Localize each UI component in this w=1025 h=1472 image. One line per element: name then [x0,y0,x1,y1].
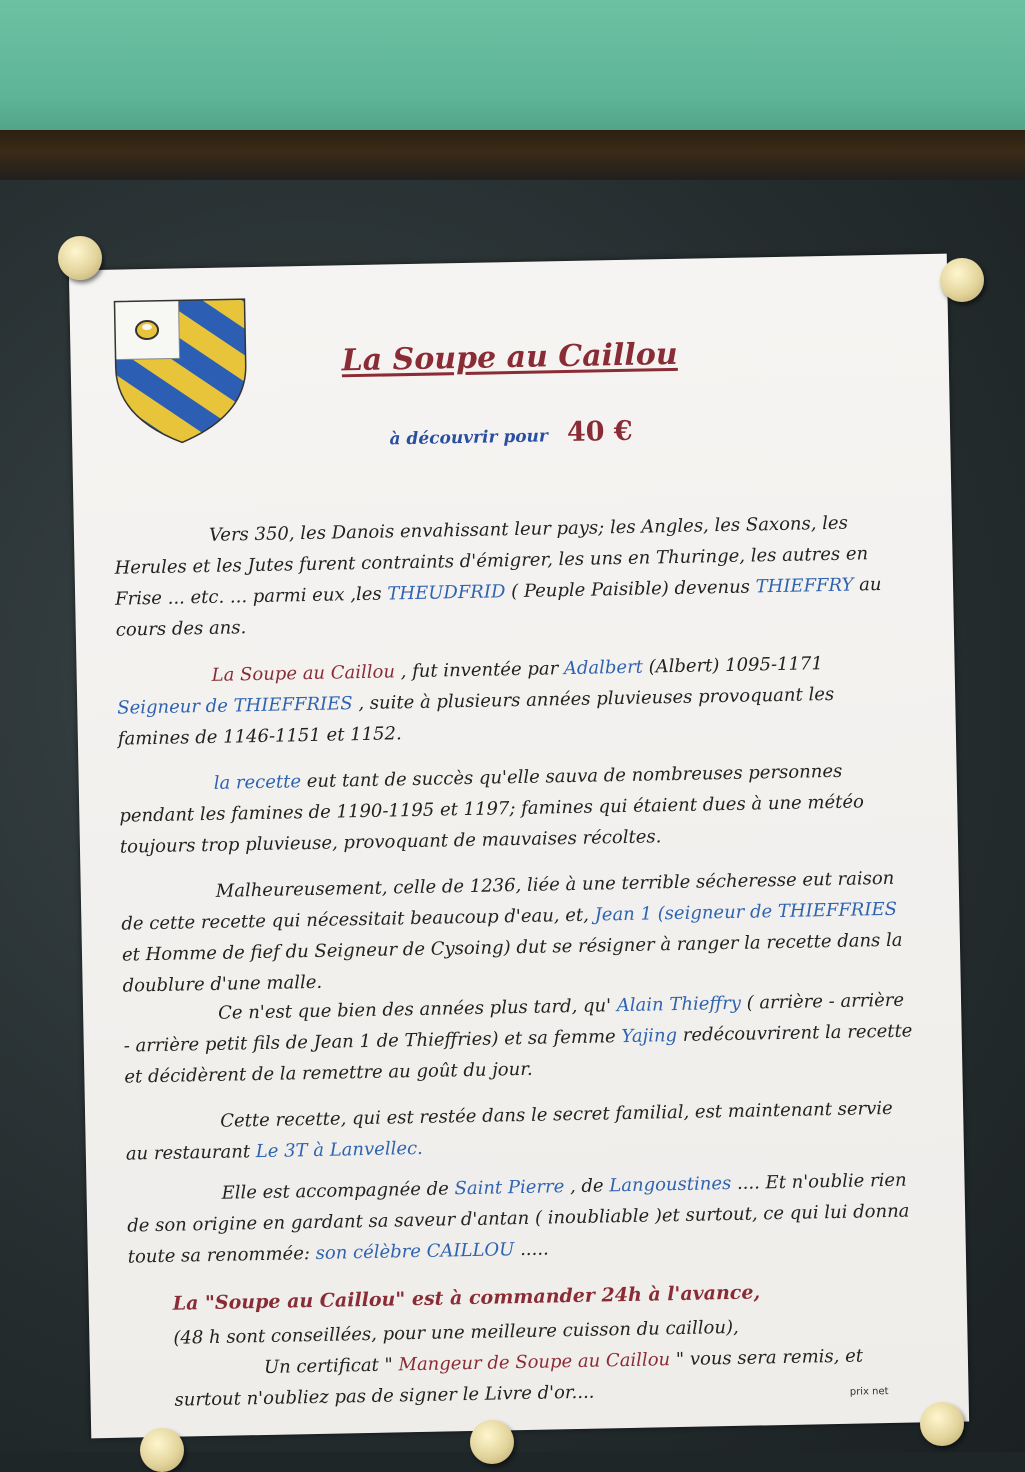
restaurant-name: Le 3T à Lanvellec. [255,1137,424,1163]
green-frame [0,0,1025,140]
paragraph-accompaniment: Elle est accompagnée de Saint Pierre , de Langoustines .... Et n'oublie rien de son origine en gardant sa saveur d'antan ( inoubliable )et surtout, ce qui lui donna toute sa renommée: son célèbre CAILLOU ..... [127,1169,910,1268]
saint-pierre: Saint Pierre [454,1176,565,1200]
pushpin-icon [470,1420,514,1464]
la-recette: la recette [213,771,302,794]
pushpin-icon [940,258,984,302]
price-label: à découvrir pour [389,426,549,450]
frame-shadow [0,130,1025,185]
paragraph-restaurant: Cette recette, qui est restée dans le secret familial, est maintenant servie au restaurant Le 3T à Lanvellec. [125,1097,893,1165]
name-jean: Jean 1 (seigneur de THIEFFRIES [594,898,898,926]
name-alain: Alain Thieffry [616,992,742,1017]
order-callout: La "Soupe au Caillou" est à commander 24h à l'avance, [172,1281,761,1315]
name-adalbert: Adalbert [563,656,644,680]
pushpin-icon [920,1402,964,1446]
paragraph-invention: La Soupe au Caillou , fut inventée par Adalbert (Albert) 1095-1171 Seigneur de THIEFFRIES , suite à plusieurs années pluvieuses provoquant les famines de 1146-1151 et 1152. [117,653,835,750]
pushpin-icon [58,236,102,280]
paragraph-rediscovery: Ce n'est que bien des années plus tard, qu' Alain Thieffry ( arrière - arrière - arrière petit fils de Jean 1 de Thieffries) et sa femme Yajing redécouvrirent la recette et décidèrent de la remettre au goût du jour. [123,989,913,1088]
page-title: La Soupe au Caillou [341,336,678,379]
footnote: prix net [849,1386,889,1398]
menu-sheet [69,254,969,1439]
order-details: (48 h sont conseillées, pour une meilleure cuisson du caillou), Un certificat " Mangeur de Soupe au Caillou " vous sera remis, et surtout n'oubliez pas de signer le Livre d'or.... [173,1316,864,1411]
dish-name-inline: La Soupe au Caillou [211,661,396,686]
langoustines: Langoustines [609,1172,732,1197]
paragraph-drought: Malheureusement, celle de 1236, liée à une terrible sécheresse eut raison de cette recette qui nécessitait beaucoup d'eau, et, Jean 1 (seigneur de THIEFFRIES et Homme de fief du Seigneur de Cysoing) dut se résigner à ranger la recette dans la doublure d'une malle. [121,867,903,997]
price-value: 40 € [566,415,633,449]
pushpin-icon [140,1428,184,1472]
certificate-name: Mangeur de Soupe au Caillou [398,1349,671,1376]
caillou: son célèbre CAILLOU [315,1239,515,1264]
name-yajing: Yajing [621,1025,678,1048]
name-seigneur: Seigneur de THIEFFRIES [117,693,353,719]
name-theudfrid: THEUDFRID [387,581,506,605]
name-thieffry: THIEFFRY [755,574,854,598]
paragraph-history: Vers 350, les Danois envahissant leur pays; les Angles, les Saxons, les Herules et les Jutes furent contraints d'émigrer, les uns en Thuringe, les autres en Frise ... etc. ... parmi eux ,les THEUDFRID ( Peuple Paisible) devenus THIEFFRY au cours des ans. [114,512,882,641]
paragraph-success: la recette eut tant de succès qu'elle sauva de nombreuses personnes pendant les famines de 1190-1195 et 1197; famines qui étaient dues à une météo toujours trop pluvieuse, provoquant de mauvaises récoltes. [119,760,865,858]
